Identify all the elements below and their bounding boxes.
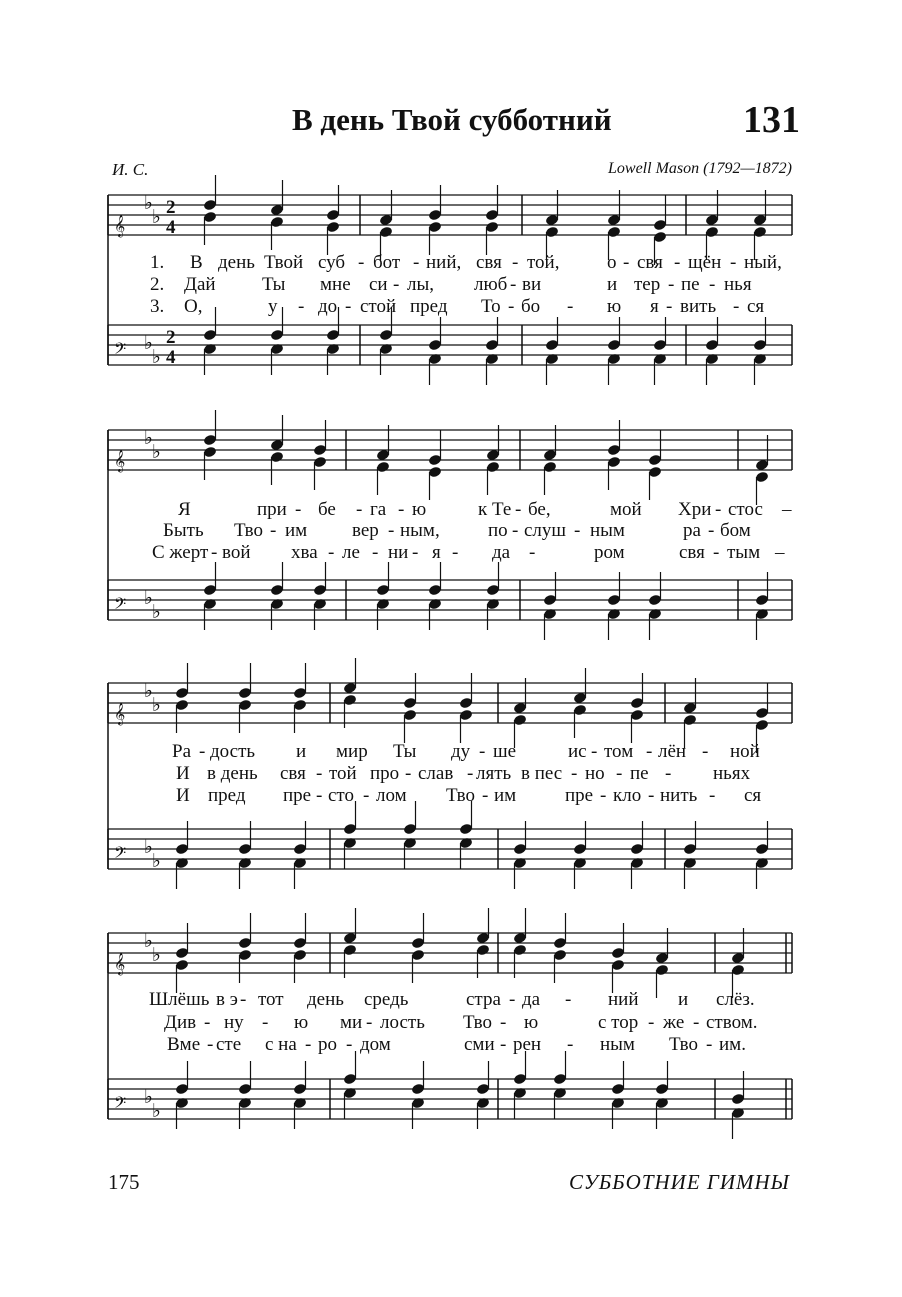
lyric-syllable: ше [493,741,517,762]
lyric-syllable: - [702,741,709,762]
lyric-syllable: ний, [426,252,462,273]
lyric-syllable: лы, [407,274,434,295]
lyric-syllable: - [648,785,655,806]
lyric-syllable: про [370,763,400,784]
lyric-syllable: и [296,741,307,762]
lyric-syllable: ни [388,542,409,563]
lyric-syllable: лён [658,741,687,762]
lyric-syllable: Шлёшь [149,989,210,1010]
lyric-syllable: нья [724,274,752,295]
lyric-syllable: хва [291,542,318,563]
page-number: 175 [108,1170,140,1194]
lyric-syllable: - [328,542,335,563]
lyric-syllable: вить [680,296,717,317]
lyric-syllable: - [515,499,522,520]
lyric-syllable: - [363,785,370,806]
lyric-syllable: - [305,1034,312,1055]
lyric-syllable: - [733,296,740,317]
lyric-syllable: дом [360,1034,391,1055]
lyric-syllable: - [510,274,517,295]
lyric-syllable: - [509,989,516,1010]
lyric-syllable: - [270,520,277,541]
lyric-syllable: слёз. [716,989,755,1010]
treble-clef-icon: 𝄞 [114,451,126,472]
section-name: СУББОТНИЕ ГИМНЫ [569,1170,790,1194]
lyric-syllable: - [508,296,515,317]
hymn-title: В день Твой субботний [292,102,612,137]
lyric-syllable: - [412,542,419,563]
lyric-syllable: - [199,741,206,762]
lyric-syllable: - [730,252,737,273]
lyric-syllable: - [358,252,365,273]
lyric-syllable: - [452,542,459,563]
lyric-syllable: с тор [598,1012,639,1033]
lyric-syllable: - [706,1034,713,1055]
lyric-syllable: С жерт [152,542,209,563]
lyric-syllable: ю [607,296,622,317]
lyric-syllable: дость [210,741,256,762]
lyric-syllable: том [604,741,634,762]
lyric-syllable: пре [283,785,312,806]
lyric-syllable: О, [184,296,203,317]
lyric-syllable: ным [590,520,625,541]
lyric-syllable: - [571,763,578,784]
lyric-syllable: в э [216,989,238,1010]
lyric-syllable: - [693,1012,700,1033]
time-signature-bottom: 4 [166,217,176,238]
lyric-syllable: 2. [150,274,165,295]
lyric-syllable: га [370,499,387,520]
lyric-syllable: ми [340,1012,363,1033]
lyric-syllable: - [482,785,489,806]
lyric-syllable: - [529,542,536,563]
treble-clef-icon: 𝄞 [114,216,126,237]
lyric-syllable: То [481,296,501,317]
flat-icon: ♭ [144,681,153,702]
time-signature-top: 2 [166,197,176,218]
composer-credit: Lowell Mason (1792—1872) [608,160,792,177]
time-signature-bottom: 4 [166,347,176,368]
lyric-syllable: - [393,274,400,295]
lyric-syllable: ис [568,741,587,762]
lyric-syllable: ю [412,499,427,520]
lyric-syllable: тот [258,989,284,1010]
lyric-syllable: лять [476,763,512,784]
lyric-syllable: - [648,1012,655,1033]
lyric-syllable: - [211,542,218,563]
lyric-syllable: но [585,763,605,784]
lyric-syllable: - [207,1034,214,1055]
lyric-syllable: Хри [678,499,712,520]
lyric-syllable: свя [280,763,306,784]
flat-icon: ♭ [152,851,161,872]
lyric-syllable: о [607,252,617,273]
lyric-syllable: стой [360,296,397,317]
lyric-syllable: пе [630,763,649,784]
flat-icon: ♭ [152,602,161,623]
lyric-syllable: пре [565,785,594,806]
bass-clef-icon: 𝄢 [114,845,127,866]
lyric-syllable: - [646,741,653,762]
lyric-syllable: И [176,785,190,806]
time-signature-top: 2 [166,327,176,348]
lyric-syllable: ным [600,1034,635,1055]
flat-icon: ♭ [152,207,161,228]
lyric-syllable: Ты [262,274,286,295]
lyric-syllable: же [663,1012,685,1033]
lyric-syllable: - [623,252,630,273]
lyric-syllable: ньях [713,763,751,784]
lyric-syllable: Тво [463,1012,493,1033]
flat-icon: ♭ [152,347,161,368]
lyric-syllable: - [565,989,572,1010]
lyric-syllable: пред [410,296,448,317]
lyric-syllable: ра [683,520,701,541]
lyric-syllable: день [218,252,255,273]
lyric-syllable: бо [521,296,541,317]
lyric-syllable: мир [336,741,368,762]
lyric-syllable: - [616,763,623,784]
lyric-syllable: средь [364,989,409,1010]
lyric-syllable: свя [637,252,663,273]
lyric-syllable: у [268,296,278,317]
flat-icon: ♭ [144,193,153,214]
lyric-syllable: - [600,785,607,806]
lyric-syllable: той, [527,252,560,273]
hymn-number: 131 [743,99,800,141]
bass-clef-icon: 𝄢 [114,1095,127,1116]
flat-icon: ♭ [144,837,153,858]
lyric-syllable: пред [208,785,246,806]
lyric-syllable: си [369,274,388,295]
lyric-syllable: Я [178,499,191,520]
lyric-syllable: - [500,1012,507,1033]
lyric-syllable: им. [719,1034,746,1055]
lyric-syllable: ро [318,1034,337,1055]
flat-icon: ♭ [152,442,161,463]
lyric-syllable: - [372,542,379,563]
lyric-syllable: тер [634,274,661,295]
lyric-syllable: ный, [744,252,782,273]
lyric-syllable: - [366,1012,373,1033]
lyric-syllable: тым [727,542,761,563]
lyric-syllable: той [329,763,357,784]
lyric-syllable: день [307,989,344,1010]
lyric-syllable: - [567,1034,574,1055]
lyric-syllable: Вме [167,1034,201,1055]
lyric-syllable: вой [222,542,251,563]
lyric-syllable: – [775,542,785,563]
lyric-syllable: в день [207,763,258,784]
bass-clef-icon: 𝄢 [114,341,127,362]
lyric-syllable: да [492,542,511,563]
lyric-syllable: в пес [521,763,563,784]
author-initials: И. С. [112,160,149,179]
lyric-syllable: - [708,520,715,541]
flat-icon: ♭ [144,1087,153,1108]
lyric-syllable: бе [318,499,336,520]
lyric-syllable: свя [476,252,502,273]
lyric-syllable: - [500,1034,507,1055]
lyric-syllable: стос [728,499,763,520]
lyric-syllable: свя [679,542,705,563]
lyric-syllable: - [262,1012,269,1033]
lyric-syllable: рен [513,1034,542,1055]
lyric-syllable: лость [380,1012,425,1033]
bass-clef-icon: 𝄢 [114,596,127,617]
lyric-syllable: слав [418,763,454,784]
lyric-syllable: - [666,296,673,317]
lyric-syllable: - [356,499,363,520]
lyric-syllable: ду [451,741,471,762]
lyric-syllable: к Те [478,499,512,520]
lyric-syllable: - [512,252,519,273]
lyric-syllable: - [665,763,672,784]
lyric-syllable: - [715,499,722,520]
lyric-syllable: И [176,763,190,784]
flat-icon: ♭ [152,945,161,966]
lyric-syllable: до [318,296,338,317]
lyric-syllable: Быть [163,520,204,541]
lyric-syllable: - [709,274,716,295]
lyric-syllable: им [494,785,517,806]
lyric-syllable: ю [294,1012,309,1033]
lyric-syllable: - [398,499,405,520]
lyric-syllable: и [678,989,689,1010]
lyric-syllable: Дай [184,274,216,295]
lyric-syllable: сте [216,1034,242,1055]
lyric-syllable: слуш [524,520,567,541]
lyric-syllable: Тво [669,1034,699,1055]
lyric-syllable: 1. [150,252,165,273]
lyric-syllable: люб [474,274,508,295]
lyric-syllable: я [432,542,441,563]
lyric-syllable: нить [660,785,698,806]
lyric-syllable: бот [373,252,401,273]
flat-icon: ♭ [144,931,153,952]
lyric-syllable: Ты [393,741,417,762]
lyric-syllable: бом [720,520,751,541]
lyric-syllable: ле [342,542,360,563]
lyric-syllable: - [713,542,720,563]
lyric-syllable: Див [164,1012,197,1033]
lyric-syllable: - [345,296,352,317]
lyric-syllable: - [567,296,574,317]
lyric-syllable: В [190,252,203,273]
lyric-syllable: лом [376,785,407,806]
lyric-syllable: по [488,520,508,541]
lyric-syllable: - [295,499,302,520]
lyric-syllable: с на [265,1034,297,1055]
lyric-syllable: ной [730,741,760,762]
lyric-syllable: при [257,499,287,520]
lyric-syllable: сто [328,785,354,806]
lyric-syllable: - [388,520,395,541]
flat-icon: ♭ [152,695,161,716]
lyric-syllable: им [285,520,308,541]
lyric-syllable: - [316,763,323,784]
lyric-syllable: мне [320,274,351,295]
lyric-syllable: - [479,741,486,762]
lyric-syllable: стра [466,989,501,1010]
lyric-syllable: мой [610,499,642,520]
lyric-syllable: - [413,252,420,273]
lyric-syllable: ви [522,274,542,295]
lyric-syllable: ся [744,785,762,806]
lyric-syllable: – [782,499,792,520]
flat-icon: ♭ [144,333,153,354]
lyric-syllable: - [240,989,247,1010]
lyric-syllable: - [512,520,519,541]
lyric-syllable: Твой [264,252,304,273]
lyric-syllable: ным, [400,520,440,541]
lyric-syllable: - [405,763,412,784]
lyric-syllable: Тво [234,520,264,541]
lyric-syllable: и [607,274,618,295]
lyric-syllable: - [668,274,675,295]
lyric-syllable: - [316,785,323,806]
lyric-syllable: щён [688,252,722,273]
lyric-syllable: - [709,785,716,806]
treble-clef-icon: 𝄞 [114,954,126,975]
lyric-syllable: ю [524,1012,539,1033]
lyric-syllable: - [467,763,474,784]
lyric-syllable: я [650,296,659,317]
lyric-syllable: сми [464,1034,495,1055]
lyric-syllable: кло [613,785,642,806]
lyric-syllable: - [346,1034,353,1055]
lyric-syllable: вер [352,520,379,541]
flat-icon: ♭ [144,428,153,449]
lyric-syllable: ром [594,542,625,563]
flat-icon: ♭ [152,1101,161,1122]
lyric-syllable: Ра [172,741,191,762]
lyric-syllable: - [591,741,598,762]
lyric-syllable: - [674,252,681,273]
lyric-syllable: ством. [706,1012,758,1033]
lyric-syllable: бе, [528,499,551,520]
lyric-syllable: Тво [446,785,476,806]
lyric-syllable: пе [681,274,700,295]
lyric-syllable: - [574,520,581,541]
treble-clef-icon: 𝄞 [114,704,126,725]
lyric-syllable: ну [224,1012,244,1033]
flat-icon: ♭ [144,588,153,609]
lyric-syllable: ний [608,989,639,1010]
lyric-syllable: ся [747,296,765,317]
lyric-syllable: да [522,989,541,1010]
lyric-syllable: - [298,296,305,317]
lyric-syllable: 3. [150,296,165,317]
lyric-syllable: - [204,1012,211,1033]
lyric-syllable: суб [318,252,346,273]
